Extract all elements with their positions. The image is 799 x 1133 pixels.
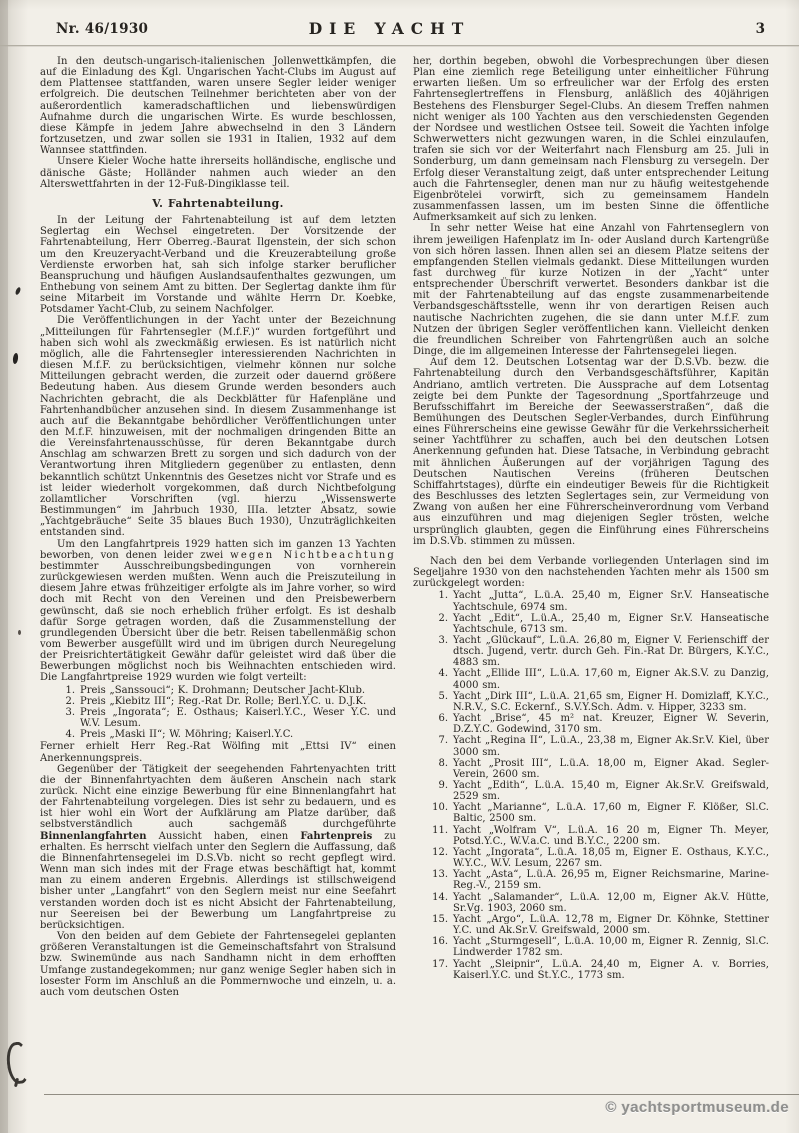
body-text: Yacht „Prosit III“, L.ü.A. 18,00 m, Eigner Akad. Segler-Verein, 2600 sm. [453,757,769,780]
list-item [425,802,769,824]
list-item-text [80,696,396,707]
list-item-number: 11. [432,824,448,836]
body-text: Yacht „Brise“, 45 m² nat. Kreuzer, Eigner W. Severin, D.Z.Y.C. Godewind, 3170 sm. [453,713,769,736]
body-text: Yacht „Ingorata“, L.ü.A. 18,05 m, Eigner E. Osthaus, K.Y.C., W.Y.C., W.V. Lesum, 2267 sm. [453,846,769,870]
list-item [425,635,769,668]
body-text: In sehr netter Weise hat eine Anzahl von Fahrtenseglern von ihrem jeweiligen Hafenplatz im In- oder Ausland durch Kartengrüße von sich hören lassen. Ihnen allen sei an diesem Platze seitens der empfangenden Stellen vielmals gedankt. Diese Mitteilungen wurden fast durchweg für kurze Notizen in der „Yacht“ unter entsprechender Überschrift verwertet. Besonders dankbar ist die mit der Fahrtenabteilung auf das engste zusammenarbeitende Verbandsgeschäftsstelle, wenn ihr von derartigen Reisen auch nautische Nachrichten zugehen, die sie dann unter M.f.F. zum Nutzen der übrigen Segler veröffentlichen kann. Vielleicht denken die freundlichen Schreiber von Fahrtengrüßen auch an solche Dinge, die im allgemeinen Interesse der Fahrtensegelei liegen. [413,223,769,358]
body-text: Yacht „Glückauf“, L.ü.A. 26,80 m, Eigner V. Ferienschiff der dtsch. Jugend, vertr. durch Geh. Fin.-Rat Dr. Bürgers, K.Y.C., 4883 sm. [453,634,769,669]
body-text: Unsere Kieler Woche hatte ihrerseits holländische, englische und dänische Gäste; Holländer nahmen auch wieder an den Alterswettfahrten in der 12-Fuß-Dingiklasse teil. [40,156,396,190]
list-item-number: 8. [438,757,448,769]
scan-gutter-shadow [0,0,8,1133]
body-text: Preis „Ingorata“; E. Osthaus; Kaiserl.Y.C., Weser Y.C. und W.V. Lesum. [80,706,396,730]
body-text: Preis „Sanssouci“; K. Drohmann; Deutscher Jacht-Klub. [80,684,366,696]
body-text: Yacht „Jutta“, L.ü.A. 25,40 m, Eigner Sr.V. Hanseatische Yachtschule, 6974 sm. [453,590,769,613]
numbered-list [52,685,396,741]
body-text: Yacht „Wolfram V“, L.ü.A. 16 20 m, Eigner Th. Meyer, Potsd.Y.C., W.V.a.C. und B.Y.C., 2200 sm. [453,824,769,847]
body-text: Yacht „Ellide III“, L.ü.A. 17,60 m, Eigner Ak.S.V. zu Danzig, 4000 sm. [453,668,769,691]
body-text: Aussicht haben, einen [146,830,301,842]
body-text: Yacht „Edith“, L.ü.A. 15,40 m, Eigner Ak.Sr.V. Greifswald, 2529 sm. [453,780,769,803]
body-text: Yacht „Argo“, L.ü.A. 12,78 m, Eigner Dr. Köhnke, Stettiner Y.C. und Ak.Sr.V. Greifswald, 2000 sm. [453,913,769,937]
body-text: In den deutsch-ungarisch-italienischen Jollenwettkämpfen, die auf die Einladung des Kgl. Ungarischen Yacht-Clubs im August auf dem Plattensee stattfanden, waren unsere Segler leider weniger erfolgreich. Die deutschen Teilnehmer berichteten aber von der außerordentlich kameradschaftlichen und liebenswürdigen Aufnahme durch die ungarischen Wirte. Es wurde beschlossen, diese Kämpfe in jedem Jahre abwechselnd in den 3 Ländern fortzusetzen, und zwar sollen sie 1931 in Italien, 1932 auf dem Wannsee stattfinden. [40,56,396,157]
list-item [425,847,769,869]
list-item-text [453,802,769,824]
body-text: Yacht „Marianne“, L.ü.A. 17,60 m, Eigner F. Klößer, Sl.C. Baltic, 2500 sm. [453,802,769,825]
list-item-number: 2. [65,695,75,707]
paragraph [40,764,396,931]
list-item-number: 3. [438,634,448,646]
body-text: Yacht „Asta“, L.ü.A. 26,95 m, Eigner Reichsmarine, Marine-Reg.-V., 2159 sm. [453,869,769,892]
body-text: her, dorthin begeben, obwohl die Vorbesprechungen über diesen Plan eine ziemlich rege Beteiligung unter einheitlicher Führung erwarten ließen. Um so erfreulicher war der Erfolg des ersten Fahrtenseglertreffens in Flensburg, anläßlich des 40jährigen Bestehens des Flensburger Segel-Clubs. An diesem Treffen nahmen nicht weniger als 100 Yachten aus den verschiedensten Gegenden der Nordsee und westlichen Ostsee teil. Soweit die Yachten infolge Schwerwetters nicht gezwungen waren, in die Schlei einzulaufen, trafen sie sich vor der Weiterfahrt nach Flensburg am 25. Juli in Sonderburg, um dann gemeinsam nach Flensburg zu versegeln. Der Erfolg dieser Veranstaltung zeigt, daß unter entsprechender Leitung auch die Fahrtensegler, denen man nur zu häufig weitestgehende Eigenbrötelei vorwirft, sich zu gemeinsamem Handeln zusammenfassen lassen, um im besten Sinne die öffentliche Aufmerksamkeit auf sich zu lenken. [413,56,769,224]
section-heading: V. Fahrtenabteilung. [152,196,284,210]
numbered-list [425,590,769,980]
list-item-number: 7. [438,735,448,747]
body-text: Ferner erhielt Herr Reg.-Rat Wölfing mit „Ettsi IV“ einen Anerkennungspreis. [40,741,396,764]
list-item-text [80,707,396,729]
body-text: Preis „Kiebitz III“; Reg.-Rat Dr. Rolle; Berl.Y.C. u. D.J.K. [80,695,367,707]
list-item-text [453,635,769,668]
list-item-text [453,668,769,690]
body-text: Von den beiden auf dem Gebiete der Fahrtensegelei geplanten größeren Veranstaltungen ist die Gemeinschaftsfahrt von Stralsund bzw. Swinemünde aus nach Sandhamn nicht in dem erhofften Umfange zustandegekommen; nur ganz wenige Segler haben sich in losester Form im Anschluß an die Pommernwoche und einzeln, u. a. auch vom deutschen Osten [40,931,396,998]
body-text: Preis „Maski II“; W. Möhring; Kaiserl.Y.C. [80,729,294,741]
list-item-number: 13. [432,869,448,881]
list-item-text [453,936,769,958]
list-item-number: 9. [438,780,448,791]
list-item-text [453,959,769,981]
list-item-number: 3. [65,706,75,718]
paragraph [40,215,396,315]
list-item [52,707,396,729]
list-item [425,758,769,780]
header-rule [0,45,799,46]
list-item-text [453,869,769,891]
page-number: 3 [755,21,765,37]
paragraph [413,56,769,223]
bold-text: Fahrtenpreis [300,830,373,842]
paragraph [413,357,769,547]
list-item [52,696,396,707]
list-item-number: 4. [438,668,448,680]
list-item-number: 2. [438,612,448,624]
body-text: Yacht „Sleipnir“, L.ü.A. 24,40 m, Eigner A. v. Borries, Kaiserl.Y.C. und St.Y.C., 1773 sm. [453,958,769,981]
paragraph [40,315,396,538]
list-item-number: 15. [432,913,448,925]
list-item-text [453,914,769,936]
list-item [425,780,769,802]
body-text: Yacht „Salamander“, L.ü.A. 12,00 m, Eigner Ak.V. Hütte, Sr.Vg. 1903, 2060 sm. [453,891,769,914]
list-item-number: 10. [432,802,448,814]
list-item-text [453,892,769,914]
list-item-number: 6. [438,713,448,725]
body-text: bestimmter Ausschreibungsbedingungen von vornherein zurückgewiesen werden mußten. Wenn auch die Preiszuteilung in diesem Jahre etwas frühzeitiger erfolgte als im Jahre vorher, so wird doch mit Recht von den Vereinen und den Preisbewerbern gewünscht, daß sie noch erheblich früher erfolgt. Es ist deshalb dafür Sorge getragen worden, daß die Zusammenstellung der grundlegenden Übersicht über die betr. Reisen tabellenmäßig schon vom Bewerber ausgefüllt wird und im übrigen durch Neuregelung der Preisrichtertätigkeit Gewähr dafür geleistet wird daß über die Bewerbungen möglichst noch bis Weihnachten entschieden wird. Die Langfahrtpreise 1929 wurden wie folgt verteilt: [40,560,396,684]
list-item-text [453,847,769,869]
paragraph [413,223,769,357]
list-item [425,613,769,635]
list-item [425,735,769,757]
list-item-text [453,825,769,847]
list-item-text [453,691,769,713]
list-item [425,914,769,936]
watermark-credit: © yachtsportmuseum.de [605,1099,789,1116]
list-item [52,685,396,696]
list-item-text [453,780,769,802]
page-header [0,18,799,44]
list-item [425,959,769,981]
footer-rule [44,1094,799,1095]
list-item-text [80,685,396,696]
list-item-text [453,590,769,612]
list-item [425,936,769,958]
list-item-number: 5. [438,690,448,702]
list-item [425,825,769,847]
list-item-text [453,735,769,757]
article-body [40,56,770,1046]
body-text: Yacht „Sturmgesell“, L.ü.A. 10,00 m, Eigner R. Zennig, Sl.C. Lindwerder 1782 sm. [453,936,769,959]
issue-number: Nr. 46/1930 [56,21,149,37]
paragraph [40,56,396,156]
body-text: Gegenüber der Tätigkeit der seegehenden Fahrtenyachten tritt die der Binnenfahrtyachten dem äußeren Anschein nach stark zurück. Nicht eine einzige Bewerbung für eine Binnenlangfahrt hat der Fahrtenabteilung vorgelegen. Dies ist sehr zu bedauern, und es ist hier wohl ein Wort der Aufklärung am Platze darüber, daß selbstverständlich auch sachgemäß durchgeführte [40,763,396,831]
list-item [425,668,769,690]
bold-text: Binnenlangfahrten [40,830,147,842]
list-item [425,590,769,612]
list-item-number: 1. [65,684,75,696]
list-item-number: 1. [438,590,448,602]
list-item [425,691,769,713]
list-item-number: 4. [65,729,75,741]
list-item-number: 14. [432,891,448,903]
body-text: Um den Langfahrtpreis 1929 hatten sich im ganzen 13 Yachten beworben, von denen leider zwei [40,538,396,561]
ink-speck [18,630,21,635]
body-text: Yacht „Dirk III“, L.ü.A. 21,65 sm, Eigner H. Domizlaff, K.Y.C., N.R.V., S.C. Eckernf., S.V.Y.Sch. Adm. v. Hipper, 3233 sm. [453,690,769,713]
list-item-text [80,729,396,740]
list-item-text [453,613,769,635]
list-item-text [453,713,769,735]
spaced-emphasis-text: wegen Nichtbeachtung [230,549,396,561]
paragraph [413,556,769,589]
body-text: Auf dem 12. Deutschen Lotsentag war der D.S.Vb. bezw. die Fahrtenabteilung durch den Verbandsgeschäftsführer, Kapitän Andriano, amtlich vertreten. Die Aussprache auf dem Lotsentag zeigte bei dem Punkte der Tagesordnung „Sportfahrzeuge und Berufsschiffahrt im Bereiche der Seewasserstraßen“, daß die Bemühungen des Deutschen Segler-Verbandes, durch Einführung eines Führerscheins eine gewisse Gewähr für die Verkehrssicherheit seiner Yachtführer zu schaffen, auch bei den deutschen Lotsen Anerkennung gefunden hat. Diese Tatsache, in Verbindung gebracht mit ähnlichen Äußerungen auf der vorjährigen Tagung des Deutschen Nautischen Vereins (früheren Deutschen Schiffahrtstages), dürfte ein eindeutiger Beweis für die Richtigkeit des Beschlusses des letzten Seglertages sein, zur Vermeidung von Zwang von außen her eine Führerscheinverordnung vom Verband aus einzuführen und mag diejenigen Segler trösten, welche ursprünglich glaubten, gegen die Einführung eines Führerscheins im D.S.Vb. stimmen zu müssen. [413,357,769,547]
body-text: Yacht „Regina II“, L.ü.A., 23,38 m, Eigner Ak.Sr.V. Kiel, über 3000 sm. [453,735,769,758]
body-text: In der Leitung der Fahrtenabteilung ist auf dem letzten Seglertag ein Wechsel eingetreten. Der Vorsitzende der Fahrtenabteilung, Herr Oberreg.-Baurat Ilgenstein, der sich schon um den Kreuzeryacht-Verband und die Kreuzerabteilung große Verdienste erworben hat, sah sich infolge starker beruflicher Beanspruchung und häufigen Auslandsaufenthaltes gezwungen, um Enthebung von seinem Amt zu bitten. Der Seglertag dankte ihm für seine Mitarbeit im Vorstande und wählte Herrn Dr. Koebke, Potsdamer Yacht-Club, zu seinem Nachfolger. [40,215,396,316]
list-item-number: 17. [432,958,448,970]
ink-speck [15,287,22,296]
body-text: Yacht „Edit“, L.ü.A., 25,40 m, Eigner Sr.V. Hanseatische Yachtschule, 6713 sm. [453,612,769,635]
paragraph [40,931,396,998]
list-item-text [453,758,769,780]
body-text: Nach den bei dem Verbande vorliegenden Unterlagen sind im Segeljahre 1930 von den nachstehenden Yachten mehr als 1500 sm zurückgelegt worden: [413,555,769,590]
paragraph [40,741,396,763]
body-text: zu erhalten. Es herrscht vielfach unter den Seglern die Auffassung, daß die Binnenfahrtensegelei im D.S.Vb. nicht so recht gepflegt wird. Wenn man sich indes mit der Frage etwas beschäftigt hat, kommt man zu einem anderen Ergebnis. Allerdings ist stillschweigend bisher unter „Langfahrt“ von den Seglern meist nur eine Seefahrt verstanden worden doch ist es nicht Absicht der Fahrtenabteilung, nur Seereisen bei der Bewerbung um Langfahrtpreise zu berücksichtigen. [40,830,396,931]
ink-speck [12,353,18,365]
left-column [40,56,396,1046]
body-text: Die Veröffentlichungen in der Yacht unter der Bezeichnung „Mitteilungen für Fahrtensegler (M.f.F.)“ wurden fortgeführt und haben sich wohl als zweckmäßig erwiesen. Es ist natürlich nicht möglich, alle die Fahrtensegler interessierenden Nachrichten in diesen M.f.F. zu berücksichtigen, vielmehr können nur solche Mitteilungen gebracht werden, die zurzeit oder dauernd größere Bedeutung haben. Aus diesem Grunde werden besonders auch Nachrichten gebracht, die als Deckblätter für Hafenpläne und Fahrtenhandbücher anzusehen sind. In diesem Zusammenhange ist auch auf die Bekanntgabe behördlicher Veröffentlichungen unter den M.f.F. hinzuweisen, mit der nochmaligen dringenden Bitte an die Vereinsfahrtenausschüsse, für deren Bekanntgabe durch Anschlag am schwarzen Brett zu sorgen und sich dadurch von der Verantwortung ihren Mitgliedern gegenüber zu entlasten, denn bekanntlich schützt Unkenntnis des Gesetzes nicht vor Strafe und es ist leider wiederholt vorgekommen, daß durch Nichtbefolgung zollamtlicher Vorschriften (vgl. hierzu „Wissenswerte Bestimmungen“ im Jahrbuch 1930, IIIa. letzter Absatz, sowie „Yachtgebräuche“ Seite 35 blaues Buch 1930), Unzuträglichkeiten entstanden sind. [40,315,396,539]
list-item-number: 12. [432,846,448,858]
paragraph [40,539,396,684]
list-item [52,729,396,740]
right-column [413,56,769,1046]
magazine-title: DIE YACHT [308,19,471,38]
list-item-number: 16. [432,936,448,948]
paragraph [40,156,396,189]
list-item [425,869,769,891]
list-item [425,892,769,914]
list-item [425,713,769,735]
